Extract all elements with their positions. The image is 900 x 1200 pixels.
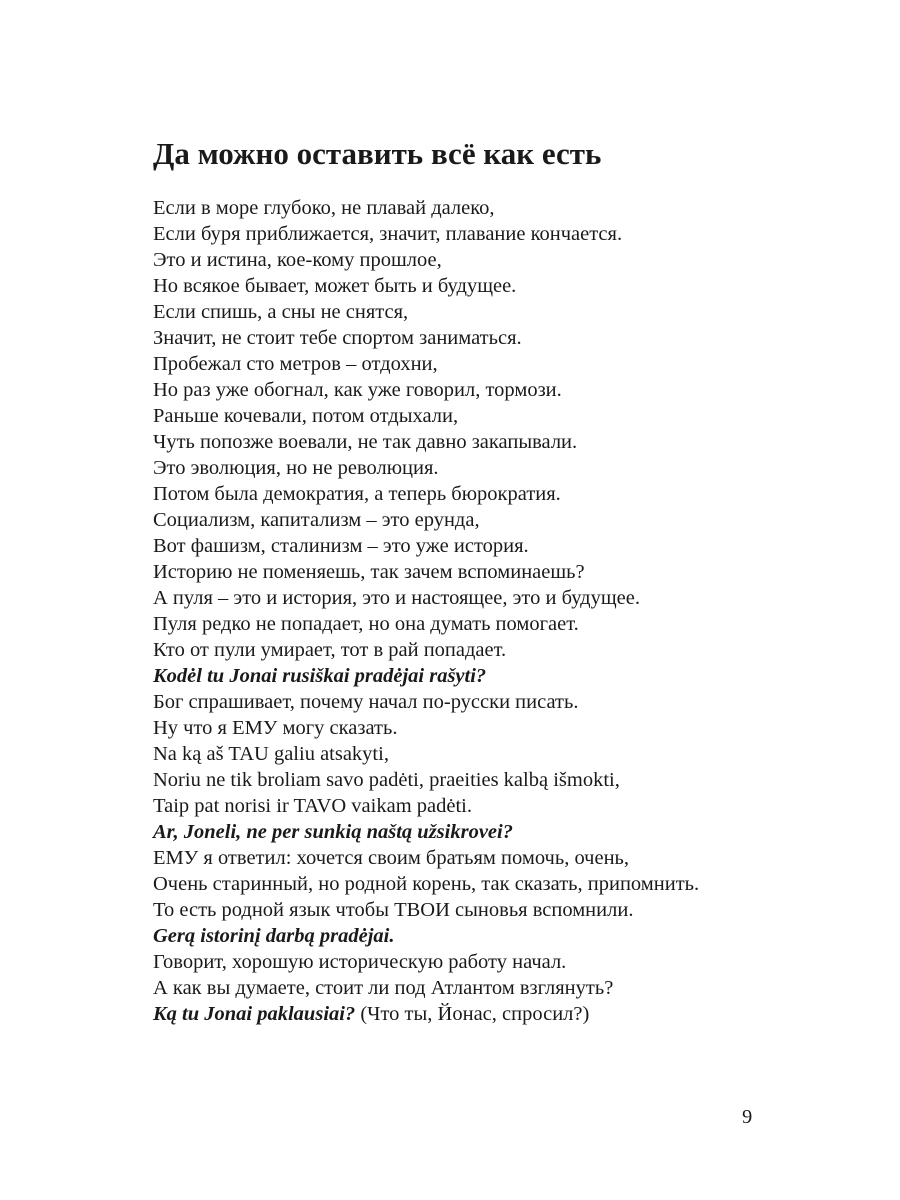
poem-line: Вот фашизм, сталинизм – это уже история. — [153, 535, 529, 557]
poem-line: Пробежал сто метров – отдохни, — [153, 353, 438, 375]
poem-line: Значит, не стоит тебе спортом заниматься. — [153, 327, 522, 349]
poem-line: То есть родной язык чтобы ТВОИ сыновья вспомнили. — [153, 899, 634, 921]
poem-line: Потом была демократия, а теперь бюрократия. — [153, 483, 561, 505]
poem-line: Na ką aš TAU galiu atsakyti, — [153, 743, 389, 765]
poem-last-line — [153, 1001, 833, 1027]
poem-line: Бог спрашивает, почему начал по-русски писать. — [153, 691, 579, 713]
poem-line: Чуть попозже воевали, не так давно закапывали. — [153, 431, 578, 453]
poem-line: Это эволюция, но не революция. — [153, 457, 439, 479]
poem-line: Если спишь, а сны не снятся, — [153, 301, 409, 323]
poem-line: Noriu ne tik broliam savo padėti, praeities kalbą išmokti, — [153, 769, 620, 791]
poem-line: Говорит, хорошую историческую работу начал. — [153, 951, 567, 973]
poem-line: Кто от пули умирает, тот в рай попадает. — [153, 639, 507, 661]
poem-line: Социализм, капитализм – это ерунда, — [153, 509, 480, 531]
poem-line: А пуля – это и история, это и настоящее, это и будущее. — [153, 587, 640, 609]
poem-line-lithuanian-question: Ar, Joneli, ne per sunkią naštą užsikrovei? — [153, 821, 513, 843]
poem-line: Раньше кочевали, потом отдыхали, — [153, 405, 459, 427]
poem-line-lithuanian-phrase: Gerą istorinį darbą pradėjai. — [153, 925, 395, 947]
russian-translation: (Что ты, Йонас, спросил?) — [355, 1003, 590, 1025]
poem-line: Ну что я ЕМУ могу сказать. — [153, 717, 398, 739]
poem-line: Это и истина, кое-кому прошлое, — [153, 249, 442, 271]
poem-line: Taip pat norisi ir TAVO vaikam padėti. — [153, 795, 472, 817]
poem-line: Если буря приближается, значит, плавание кончается. — [153, 223, 623, 245]
lithuanian-question: Ką tu Jonai paklausiai? — [153, 1003, 356, 1025]
poem-line: Очень старинный, но родной корень, так сказать, припомнить. — [153, 873, 700, 895]
poem-line: Но всякое бывает, может быть и будущее. — [153, 275, 517, 297]
page-number: 9 — [742, 1106, 753, 1128]
poem-body — [153, 195, 833, 1027]
poem-line: Но раз уже обогнал, как уже говорил, тормози. — [153, 379, 562, 401]
poem-line: Историю не поменяешь, так зачем вспоминаешь? — [153, 561, 585, 583]
poem-line: А как вы думаете, стоит ли под Атлантом взглянуть? — [153, 977, 614, 999]
poem-line-lithuanian-question: Kodėl tu Jonai rusiškai pradėjai rašyti? — [153, 665, 487, 687]
poem-line: ЕМУ я ответил: хочется своим братьям помочь, очень, — [153, 847, 630, 869]
page-title: Да можно оставить всё как есть — [153, 136, 602, 171]
poem-line: Если в море глубоко, не плавай далеко, — [153, 197, 495, 219]
poem-line: Пуля редко не попадает, но она думать помогает. — [153, 613, 579, 635]
